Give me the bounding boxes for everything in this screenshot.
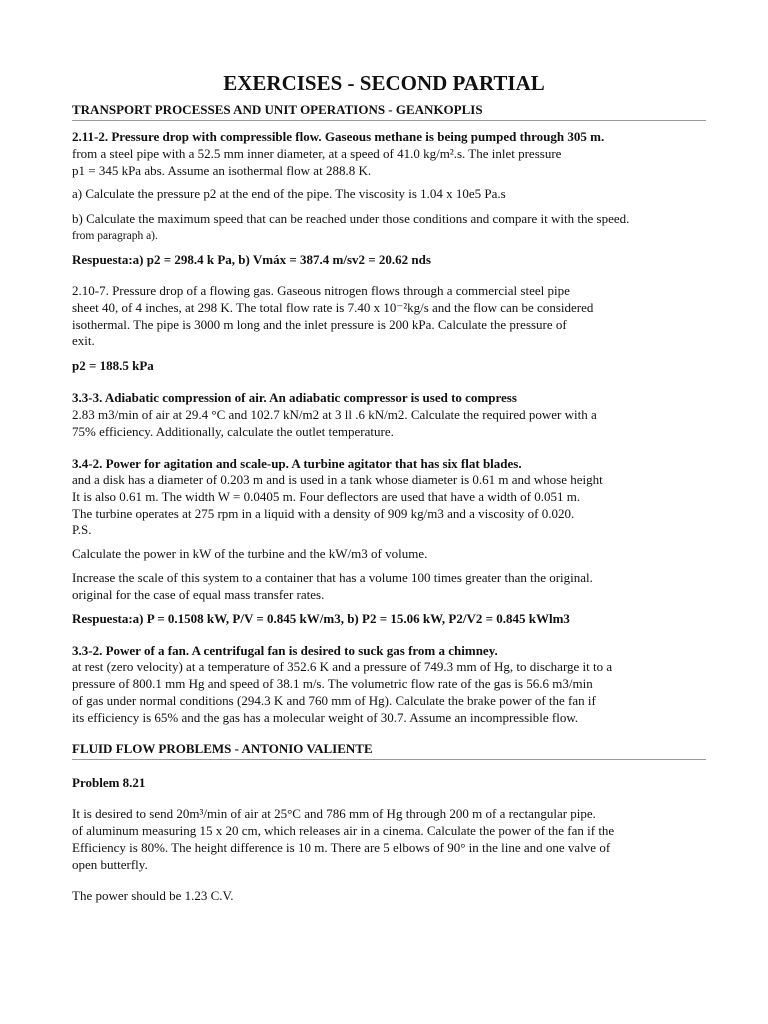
problem-statement-line: at rest (zero velocity) at a temperature of 352.6 K and a pressure of 749.3 mm of Hg, to discharge it to a: [72, 659, 613, 674]
problem-statement-line: 2.10-7. Pressure drop of a flowing gas. Gaseous nitrogen flows through a commercial steel pipe: [72, 283, 570, 298]
problem-statement-line: Increase the scale of this system to a container that has a volume 100 times greater than the original.: [72, 570, 593, 585]
problem-part-b-continued: from paragraph a).: [72, 230, 158, 242]
section-heading-geankoplis: TRANSPORT PROCESSES AND UNIT OPERATIONS - GEANKOPLIS: [72, 102, 483, 117]
problem-part-a: a) Calculate the pressure p2 at the end of the pipe. The viscosity is 1.04 x 10e5 Pa.s: [72, 186, 506, 201]
problem-statement-line: Efficiency is 80%. The height difference is 10 m. There are 5 elbows of 90° in the line and one valve of: [72, 840, 611, 855]
problem-statement-line: 3.4-2. Power for agitation and scale-up. A turbine agitator that has six flat blades.: [72, 456, 522, 471]
section-divider: [72, 759, 706, 760]
problem-statement-line: open butterfly.: [72, 857, 148, 872]
problem-statement-line: It is desired to send 20m³/min of air at 25°C and 786 mm of Hg through 200 m of a rectangular pipe.: [72, 806, 596, 821]
problem-statement-line: 75% efficiency. Additionally, calculate the outlet temperature.: [72, 424, 394, 439]
problem-statement-line: isothermal. The pipe is 3000 m long and the inlet pressure is 200 kPa. Calculate the pressure of: [72, 317, 567, 332]
problem-statement-line: its efficiency is 65% and the gas has a molecular weight of 30.7. Assume an incompressible flow.: [72, 710, 579, 725]
problem-statement-line: It is also 0.61 m. The width W = 0.0405 m. Four deflectors are used that have a width of 0.051 m.: [72, 489, 581, 504]
problem-answer: Respuesta:a) p2 = 298.4 k Pa, b) Vmáx = 387.4 m/sv2 = 20.62 nds: [72, 252, 431, 267]
problem-answer: Respuesta:a) P = 0.1508 kW, P/V = 0.845 kW/m3, b) P2 = 15.06 kW, P2/V2 = 0.845 kWlm3: [72, 611, 570, 626]
problem-statement-line: p1 = 345 kPa abs. Assume an isothermal flow at 288.8 K.: [72, 163, 372, 178]
problem-statement-line: from a steel pipe with a 52.5 mm inner diameter, at a speed of 41.0 kg/m².s. The inlet pressure: [72, 146, 562, 161]
problem-answer: p2 = 188.5 kPa: [72, 358, 154, 373]
problem-statement-line: 2.83 m3/min of air at 29.4 °C and 102.7 kN/m2 at 3 ll .6 kN/m2. Calculate the required power with a: [72, 407, 597, 422]
problem-statement-line: 3.3-2. Power of a fan. A centrifugal fan is desired to suck gas from a chimney.: [72, 643, 498, 658]
problem-statement-line: original for the case of equal mass transfer rates.: [72, 587, 325, 602]
section-divider: [72, 120, 706, 121]
problem-statement-line: Calculate the power in kW of the turbine and the kW/m3 of volume.: [72, 546, 428, 561]
problem-statement-line: of gas under normal conditions (294.3 K and 760 mm of Hg). Calculate the brake power of the fan if: [72, 693, 596, 708]
problem-statement-line: and a disk has a diameter of 0.203 m and is used in a tank whose diameter is 0.61 m and whose height: [72, 472, 603, 487]
problem-statement-line: P.S.: [72, 522, 92, 537]
page-title: EXERCISES - SECOND PARTIAL: [223, 71, 545, 95]
problem-statement-line: sheet 40, of 4 inches, at 298 K. The total flow rate is 7.40 x 10⁻²kg/s and the flow can be considered: [72, 300, 594, 315]
problem-part-b: b) Calculate the maximum speed that can be reached under those conditions and compare it with the speed.: [72, 211, 630, 226]
problem-statement-line: 3.3-3. Adiabatic compression of air. An adiabatic compressor is used to compress: [72, 390, 517, 405]
section-heading-valiente: FLUID FLOW PROBLEMS - ANTONIO VALIENTE: [72, 741, 373, 756]
problem-statement-line: 2.11-2. Pressure drop with compressible flow. Gaseous methane is being pumped through 305 m.: [72, 129, 605, 144]
problem-answer: The power should be 1.23 C.V.: [72, 888, 234, 903]
problem-statement-line: The turbine operates at 275 rpm in a liquid with a density of 909 kg/m3 and a viscosity of 0.020.: [72, 506, 575, 521]
problem-statement-line: exit.: [72, 333, 95, 348]
problem-statement-line: of aluminum measuring 15 x 20 cm, which releases air in a cinema. Calculate the power of the fan if the: [72, 823, 615, 838]
problem-title: Problem 8.21: [72, 775, 146, 790]
problem-statement-line: pressure of 800.1 mm Hg and speed of 38.1 m/s. The volumetric flow rate of the gas is 56.6 m3/min: [72, 676, 593, 691]
